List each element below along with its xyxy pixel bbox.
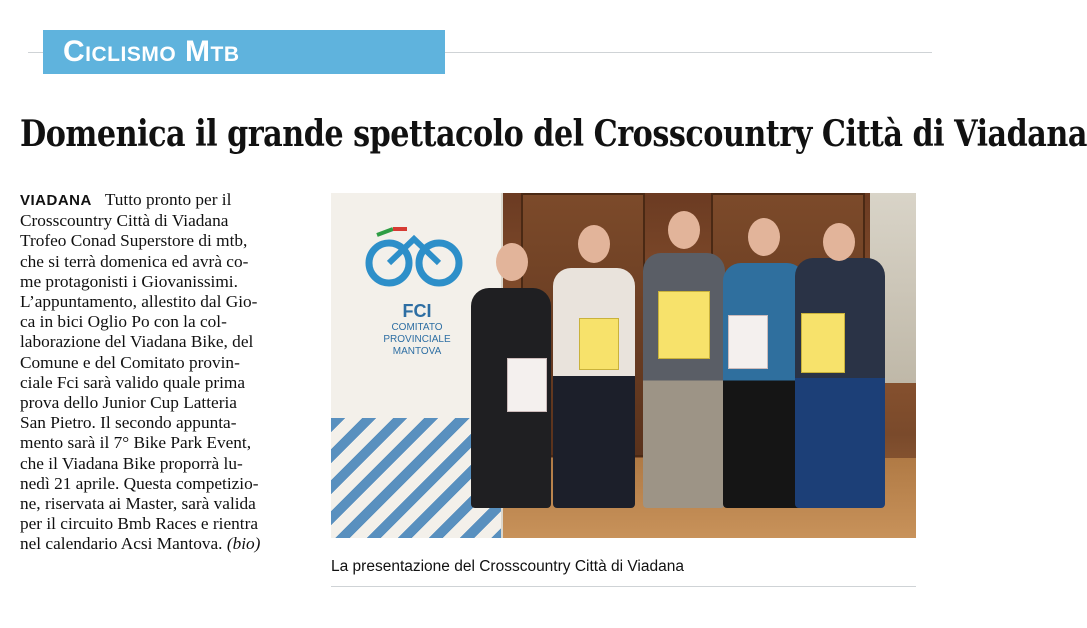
person-5-head [823,223,855,261]
poster-5 [801,313,845,373]
rollup-subtitle-1: COMITATO [391,322,443,333]
article-line-5: L’appuntamento, allestito dal Gio- [20,292,258,312]
article-line-2: Trofeo Conad Superstore di mtb, [20,231,248,251]
article-line-3: che si terrà domenica ed avrà co- [20,251,249,271]
article-line-4: me protagonisti i Giovanissimi. [20,271,238,291]
article-line-0 [20,190,310,211]
article-line-14: nedì 21 aprile. Questa competizio- [20,473,259,493]
poster-4 [728,315,768,369]
article-line-10: prova dello Junior Cup Latteria [20,393,237,413]
poster-2 [579,318,619,370]
article-line-9: ciale Fci sarà valido quale prima [20,372,246,392]
dateline: VIADANA [20,192,92,209]
section-banner [43,30,445,74]
press-photo [331,193,916,538]
caption-rule [331,586,916,587]
photo-caption: La presentazione del Crosscountry Città di Viadana [331,558,684,575]
person-2 [553,268,635,508]
article-line-16: per il circuito Bmb Races e rientra [20,514,259,534]
article-line-text-0: Tutto pronto per il [104,190,232,209]
person-3-head [668,211,700,249]
person-1-head [496,243,528,281]
person-5 [795,258,885,508]
bicycle-logo-icon [359,225,469,295]
person-4 [723,263,805,508]
section-label: Ciclismo Mtb [63,35,240,68]
poster-3 [658,291,710,359]
person-4-head [748,218,780,256]
headline: Domenica il grande spettacolo del Crosscountry Città di Viadana [20,113,1087,155]
person-2-head [578,225,610,263]
rollup-subtitle-3: MANTOVA [392,346,442,357]
article-body [20,190,310,555]
signature: (bio) [226,534,261,554]
article-line-15: ne, riservata ai Master, sarà valida [20,494,256,514]
article-line-text-17: nel calendario Acsi Mantova. [20,534,223,554]
rollup-text [367,301,467,358]
rollup-title: FCI [402,301,432,321]
rollup-subtitle-2: PROVINCIALE [383,334,451,345]
article-line-13: che il Viadana Bike proporrà lu- [20,453,243,473]
article-line-1: Crosscountry Città di Viadana [20,211,229,231]
article-line-11: San Pietro. Il secondo appunta- [20,413,237,433]
article-line-12: mento sarà il 7° Bike Park Event, [20,433,252,453]
article-line-8: Comune e del Comitato provin- [20,352,240,372]
article-line-6: ca in bici Oglio Po con la col- [20,312,227,332]
article-line-7: laborazione del Viadana Bike, del [20,332,254,352]
poster-1 [507,358,547,412]
article-line-17 [20,534,310,554]
